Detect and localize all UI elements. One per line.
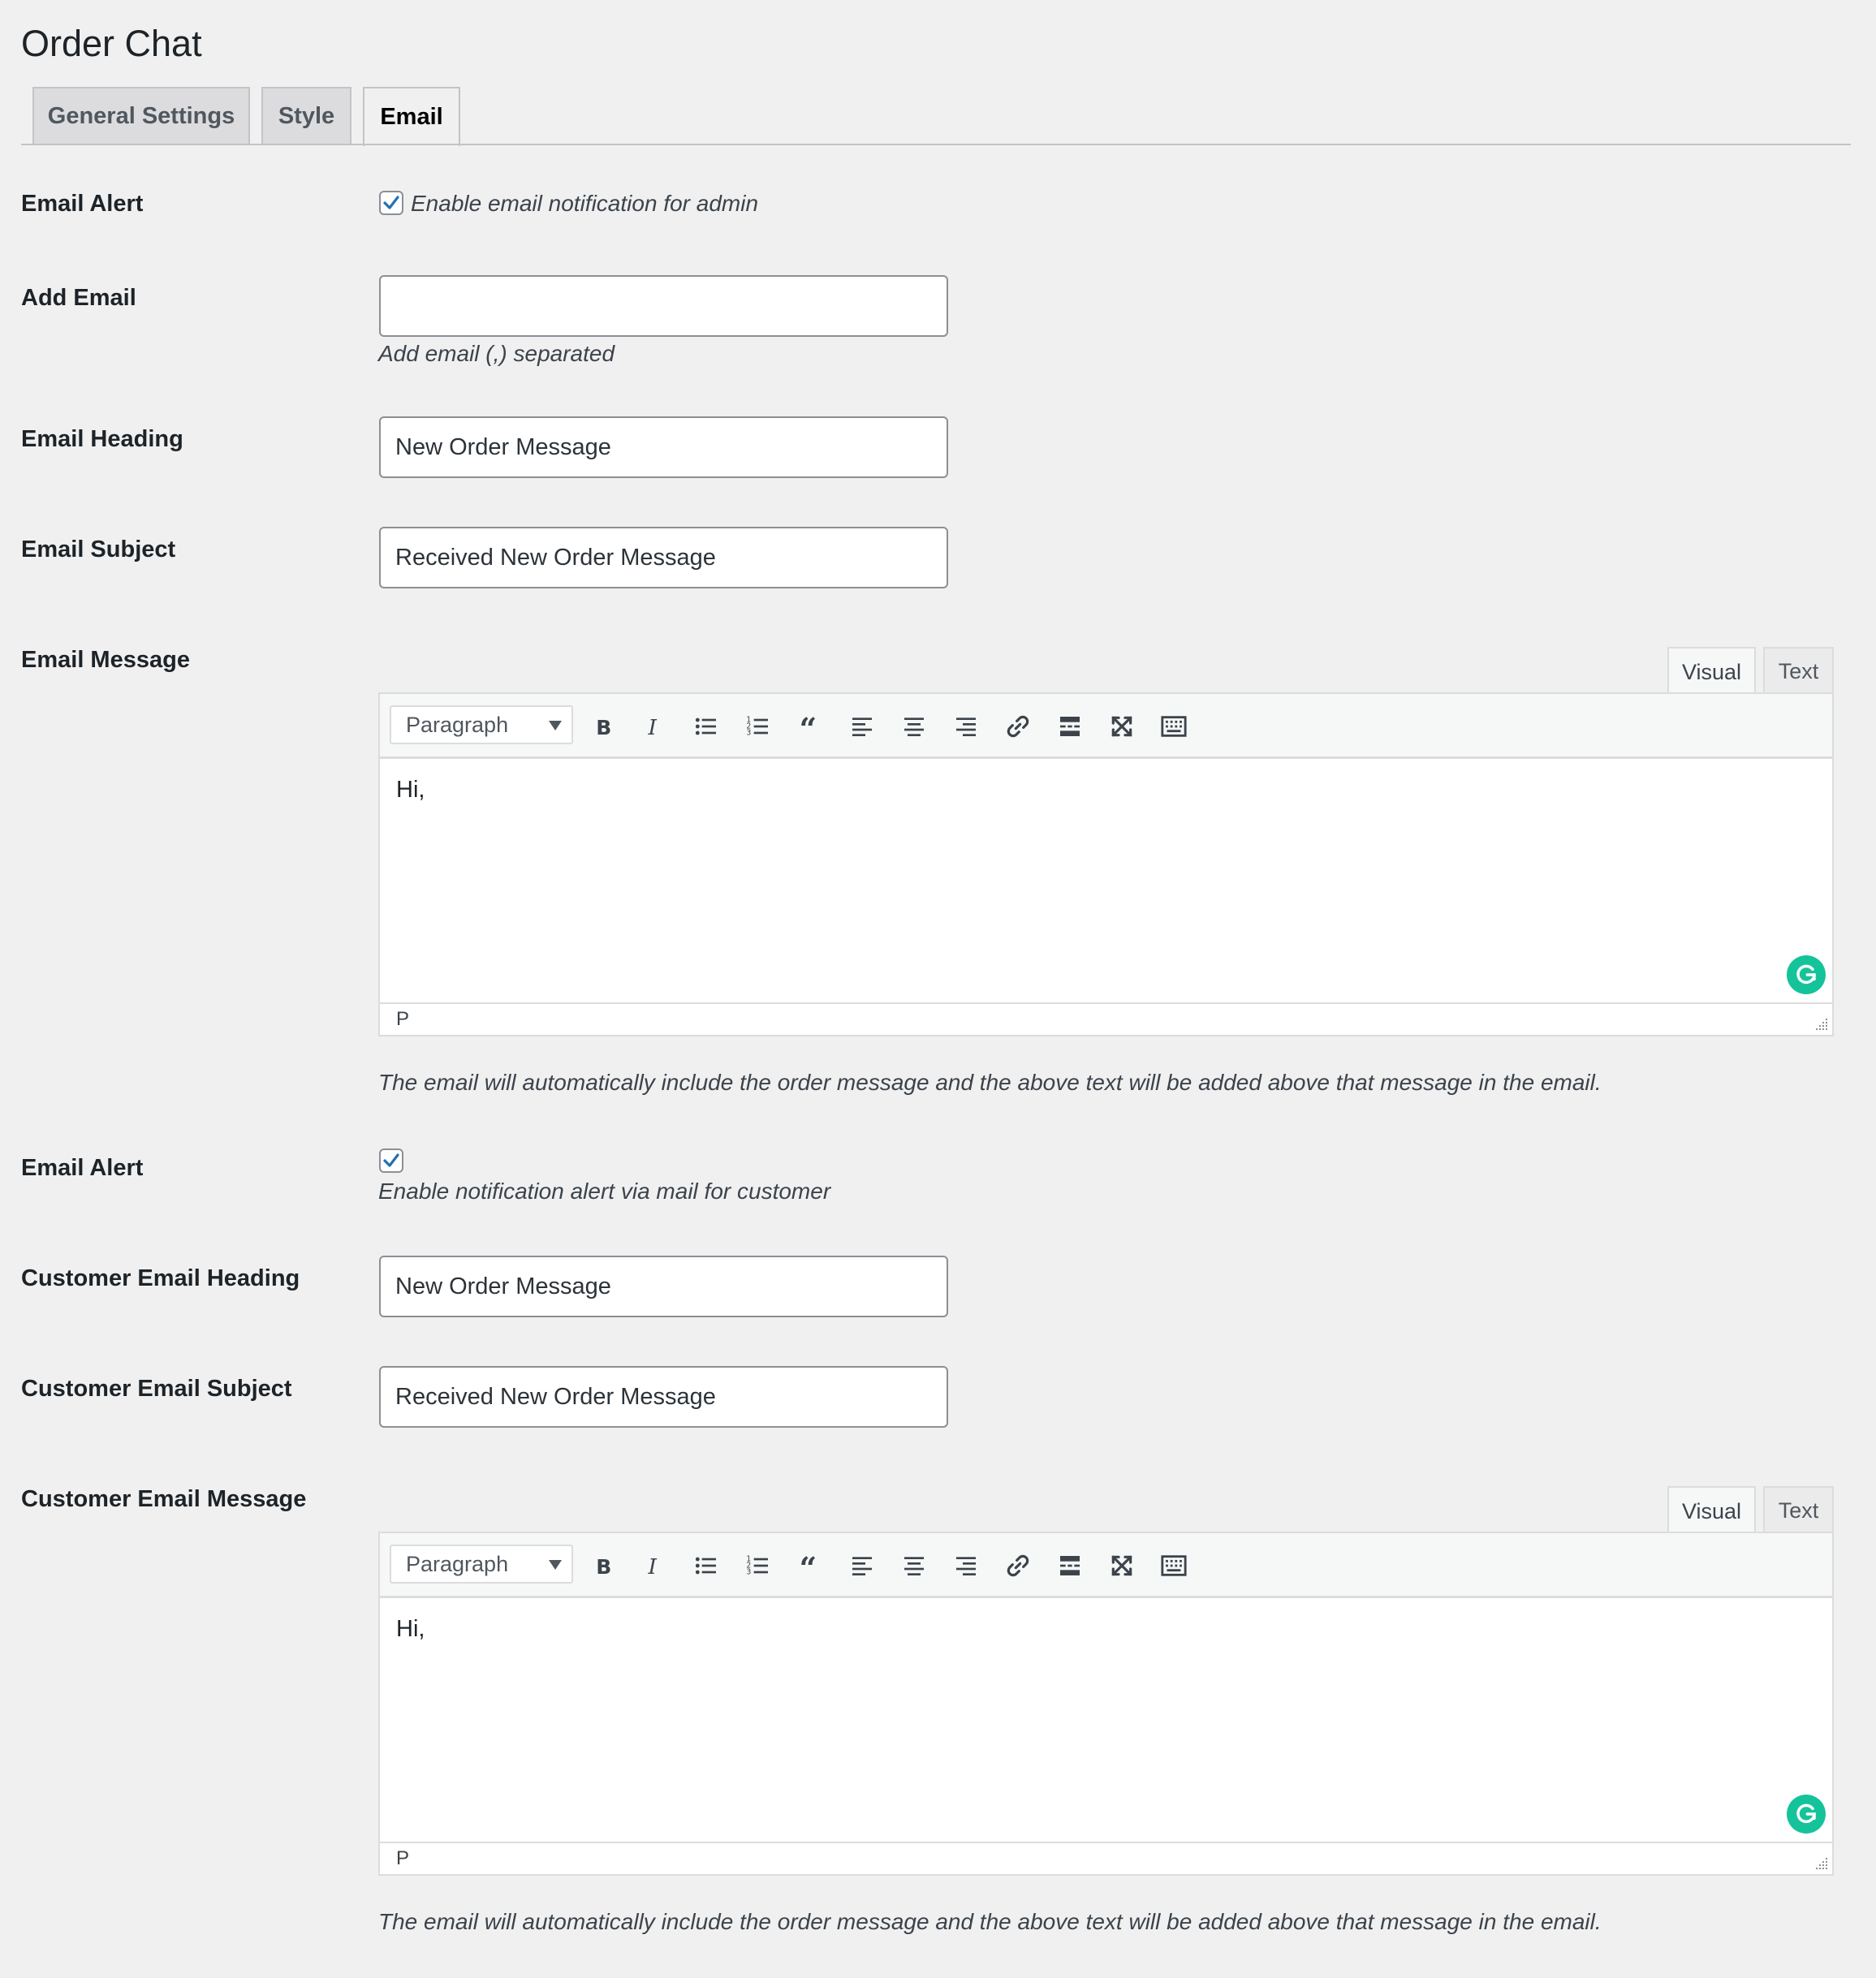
- editor-content[interactable]: [378, 759, 1834, 1002]
- editor-statusbar: [378, 1002, 1834, 1036]
- link-icon[interactable]: [999, 708, 1037, 745]
- numbered-list-icon[interactable]: [740, 1547, 777, 1584]
- checkmark-icon: [382, 193, 401, 213]
- text-tab[interactable]: Text: [1763, 647, 1834, 694]
- format-select[interactable]: [390, 705, 573, 744]
- bullet-list-icon[interactable]: [688, 1547, 725, 1584]
- align-right-icon[interactable]: [947, 708, 985, 745]
- read-more-icon[interactable]: [1051, 1547, 1089, 1584]
- add-email-input[interactable]: [379, 275, 948, 337]
- admin-email-alert-checkbox[interactable]: [379, 191, 403, 215]
- blockquote-icon[interactable]: [791, 1547, 829, 1584]
- read-more-icon[interactable]: [1051, 708, 1089, 745]
- blockquote-icon[interactable]: [791, 708, 829, 745]
- customer-email-message-label: Customer Email Message: [21, 1486, 307, 1512]
- visual-tab[interactable]: Visual: [1667, 647, 1756, 696]
- email-message-note: The email will automatically include the order message and the above text will be added above that message in the email.: [378, 1070, 1602, 1095]
- resize-handle-icon[interactable]: [1814, 1017, 1829, 1032]
- svg-text:I: I: [648, 716, 657, 739]
- add-email-label: Add Email: [21, 285, 136, 311]
- align-center-icon[interactable]: [895, 708, 933, 745]
- fullscreen-icon[interactable]: [1103, 1547, 1141, 1584]
- customer-email-alert-text: Enable notification alert via mail for customer: [378, 1179, 831, 1204]
- checkmark-icon: [382, 1151, 401, 1170]
- customer-email-subject-input[interactable]: Received New Order Message: [379, 1366, 948, 1428]
- link-icon[interactable]: [999, 1547, 1037, 1584]
- svg-text:1: 1: [746, 715, 752, 725]
- format-select-value: Paragraph: [406, 1551, 509, 1576]
- align-right-icon[interactable]: [947, 1547, 985, 1584]
- customer-email-alert-checkbox[interactable]: [379, 1148, 403, 1173]
- chevron-down-icon: [549, 1560, 562, 1570]
- bullet-list-icon[interactable]: [688, 708, 725, 745]
- email-message-label: Email Message: [21, 647, 190, 673]
- toolbar-toggle-icon[interactable]: [1155, 1547, 1192, 1584]
- grammarly-icon[interactable]: [1787, 955, 1826, 994]
- toolbar-toggle-icon[interactable]: [1155, 708, 1192, 745]
- svg-text:2: 2: [746, 1561, 752, 1571]
- tab-style[interactable]: Style: [261, 87, 351, 144]
- customer-email-message-note: The email will automatically include the order message and the above text will be added above that message in the email.: [378, 1909, 1602, 1934]
- svg-text:B: B: [596, 1555, 612, 1578]
- element-path[interactable]: P: [396, 1847, 410, 1869]
- align-left-icon[interactable]: [843, 708, 881, 745]
- add-email-hint: Add email (,) separated: [378, 341, 615, 366]
- editor-statusbar: [378, 1842, 1834, 1876]
- tab-divider: [21, 144, 1851, 145]
- email-subject-label: Email Subject: [21, 537, 176, 562]
- email-subject-input[interactable]: Received New Order Message: [379, 527, 948, 588]
- format-select[interactable]: [390, 1545, 573, 1584]
- bold-icon[interactable]: [584, 708, 622, 745]
- editor-toolbar: [378, 1532, 1834, 1598]
- numbered-list-icon[interactable]: [740, 708, 777, 745]
- italic-icon[interactable]: [636, 1547, 673, 1584]
- customer-email-heading-input[interactable]: New Order Message: [379, 1256, 948, 1317]
- fullscreen-icon[interactable]: [1103, 708, 1141, 745]
- editor-toolbar: [378, 692, 1834, 759]
- svg-text:“: “: [799, 1553, 817, 1579]
- align-left-icon[interactable]: [843, 1547, 881, 1584]
- admin-email-alert-text: Enable email notification for admin: [411, 191, 759, 216]
- svg-text:3: 3: [746, 1567, 752, 1577]
- grammarly-icon[interactable]: [1787, 1795, 1826, 1834]
- customer-email-alert-label: Email Alert: [21, 1155, 144, 1181]
- editor-text: Hi,: [396, 777, 425, 803]
- customer-email-heading-label: Customer Email Heading: [21, 1265, 300, 1291]
- tab-email[interactable]: Email: [363, 87, 460, 146]
- tab-general-settings[interactable]: General Settings: [32, 87, 250, 144]
- bold-icon[interactable]: [584, 1547, 622, 1584]
- page-title: Order Chat: [21, 23, 202, 64]
- element-path[interactable]: P: [396, 1008, 410, 1030]
- svg-text:B: B: [596, 716, 612, 739]
- svg-text:“: “: [799, 713, 817, 739]
- svg-text:I: I: [648, 1555, 657, 1578]
- email-alert-label: Email Alert: [21, 191, 144, 217]
- svg-text:1: 1: [746, 1554, 752, 1564]
- resize-handle-icon[interactable]: [1814, 1856, 1829, 1871]
- chevron-down-icon: [549, 721, 562, 730]
- format-select-value: Paragraph: [406, 712, 509, 737]
- align-center-icon[interactable]: [895, 1547, 933, 1584]
- email-heading-label: Email Heading: [21, 426, 183, 452]
- email-heading-input[interactable]: New Order Message: [379, 416, 948, 478]
- svg-text:2: 2: [746, 722, 752, 731]
- text-tab[interactable]: Text: [1763, 1486, 1834, 1533]
- svg-text:3: 3: [746, 728, 752, 738]
- visual-tab[interactable]: Visual: [1667, 1486, 1756, 1535]
- italic-icon[interactable]: [636, 708, 673, 745]
- editor-content[interactable]: [378, 1598, 1834, 1842]
- editor-text: Hi,: [396, 1616, 425, 1642]
- customer-email-subject-label: Customer Email Subject: [21, 1376, 292, 1402]
